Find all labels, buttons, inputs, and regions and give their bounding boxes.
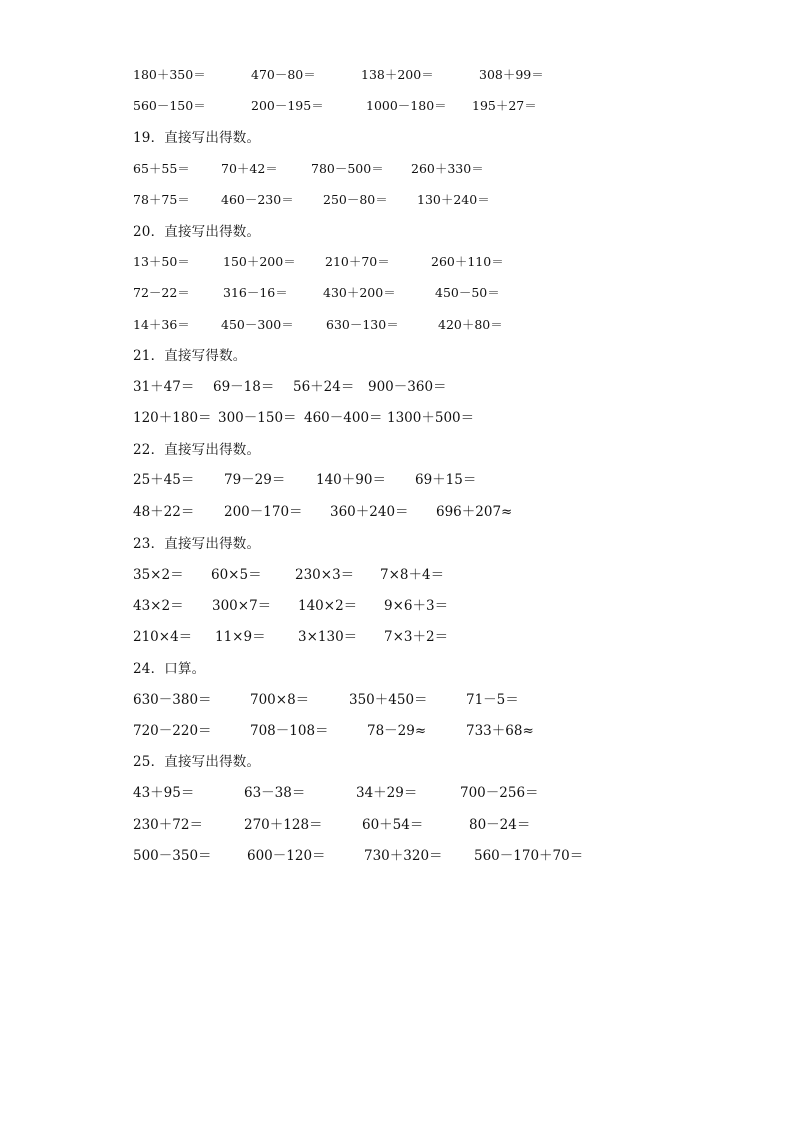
- problem-item: 1000－180＝: [366, 98, 447, 113]
- problem-item: 43×2＝: [133, 598, 184, 614]
- problem-item: 708－108＝: [250, 723, 329, 739]
- section-heading-22: 22．直接写出得数。: [133, 442, 261, 458]
- problem-item: 420＋80＝: [438, 317, 503, 332]
- problem-item: 730＋320＝: [364, 848, 443, 864]
- problem-item: 9×6＋3＝: [384, 598, 449, 614]
- problem-item: 65＋55＝: [133, 161, 190, 176]
- problem-item: 120＋180＝: [133, 410, 212, 426]
- problem-item: 450－300＝: [221, 317, 294, 332]
- problem-item: 316－16＝: [223, 285, 288, 300]
- problem-item: 230×3＝: [295, 567, 355, 583]
- problem-item: 630－380＝: [133, 692, 212, 708]
- problem-item: 200－195＝: [251, 98, 324, 113]
- problem-item: 48＋22＝: [133, 504, 195, 520]
- problem-item: 450－50＝: [435, 285, 500, 300]
- problem-item: 79－29＝: [224, 472, 286, 488]
- problem-item: 460－230＝: [221, 192, 294, 207]
- problem-item: 500－350＝: [133, 848, 212, 864]
- problem-item: 72－22＝: [133, 285, 190, 300]
- problem-item: 80－24＝: [469, 817, 531, 833]
- problem-item: 460－400＝: [304, 410, 383, 426]
- problem-item: 78＋75＝: [133, 192, 190, 207]
- problem-item: 14＋36＝: [133, 317, 190, 332]
- problem-item: 270＋128＝: [244, 817, 323, 833]
- problem-item: 60＋54＝: [362, 817, 424, 833]
- problem-item: 733＋68≈: [466, 723, 534, 739]
- problem-item: 200－170＝: [224, 504, 303, 520]
- problem-item: 700×8＝: [250, 692, 310, 708]
- problem-item: 130＋240＝: [417, 192, 490, 207]
- problem-item: 260＋110＝: [431, 254, 504, 269]
- problem-item: 350＋450＝: [349, 692, 428, 708]
- problem-item: 43＋95＝: [133, 785, 195, 801]
- problem-item: 140＋90＝: [316, 472, 386, 488]
- section-heading-23: 23．直接写出得数。: [133, 536, 261, 552]
- problem-item: 3×130＝: [298, 629, 358, 645]
- section-heading-25: 25．直接写出得数。: [133, 754, 261, 770]
- problem-item: 696＋207≈: [436, 504, 513, 520]
- problem-item: 150＋200＝: [223, 254, 296, 269]
- problem-item: 308＋99＝: [479, 67, 544, 82]
- problem-item: 300－150＝: [218, 410, 297, 426]
- problem-item: 69＋15＝: [415, 472, 477, 488]
- problem-item: 138＋200＝: [361, 67, 434, 82]
- section-heading-20: 20．直接写出得数。: [133, 224, 261, 240]
- problem-item: 69－18＝: [213, 379, 275, 395]
- section-heading-21: 21．直接写得数。: [133, 348, 247, 364]
- problem-item: 300×7＝: [212, 598, 272, 614]
- problem-item: 900－360＝: [368, 379, 447, 395]
- problem-item: 1300＋500＝: [387, 410, 475, 426]
- problem-item: 34＋29＝: [356, 785, 418, 801]
- problem-item: 600－120＝: [247, 848, 326, 864]
- problem-item: 195＋27＝: [472, 98, 537, 113]
- problem-item: 560－150＝: [133, 98, 206, 113]
- problem-item: 7×3＋2＝: [384, 629, 449, 645]
- problem-item: 700－256＝: [460, 785, 539, 801]
- problem-item: 430＋200＝: [323, 285, 396, 300]
- problem-item: 78－29≈: [367, 723, 427, 739]
- problem-item: 720－220＝: [133, 723, 212, 739]
- problem-item: 25＋45＝: [133, 472, 195, 488]
- problem-item: 13＋50＝: [133, 254, 190, 269]
- problem-item: 63－38＝: [244, 785, 306, 801]
- problem-item: 560－170＋70＝: [474, 848, 584, 864]
- problem-item: 210×4＝: [133, 629, 193, 645]
- problem-item: 360＋240＝: [330, 504, 409, 520]
- problem-item: 31＋47＝: [133, 379, 195, 395]
- problem-item: 60×5＝: [211, 567, 262, 583]
- problem-item: 140×2＝: [298, 598, 358, 614]
- problem-item: 7×8＋4＝: [380, 567, 445, 583]
- problem-item: 180＋350＝: [133, 67, 206, 82]
- problem-item: 260＋330＝: [411, 161, 484, 176]
- problem-item: 470－80＝: [251, 67, 316, 82]
- problem-item: 780－500＝: [311, 161, 384, 176]
- problem-item: 630－130＝: [326, 317, 399, 332]
- problem-item: 250－80＝: [323, 192, 388, 207]
- problem-item: 230＋72＝: [133, 817, 203, 833]
- problem-item: 56＋24＝: [293, 379, 355, 395]
- section-heading-24: 24．口算。: [133, 661, 206, 677]
- section-heading-19: 19．直接写出得数。: [133, 130, 261, 146]
- problem-item: 210＋70＝: [325, 254, 390, 269]
- problem-item: 11×9＝: [215, 629, 266, 645]
- problem-item: 71－5＝: [466, 692, 519, 708]
- problem-item: 35×2＝: [133, 567, 184, 583]
- problem-item: 70＋42＝: [221, 161, 278, 176]
